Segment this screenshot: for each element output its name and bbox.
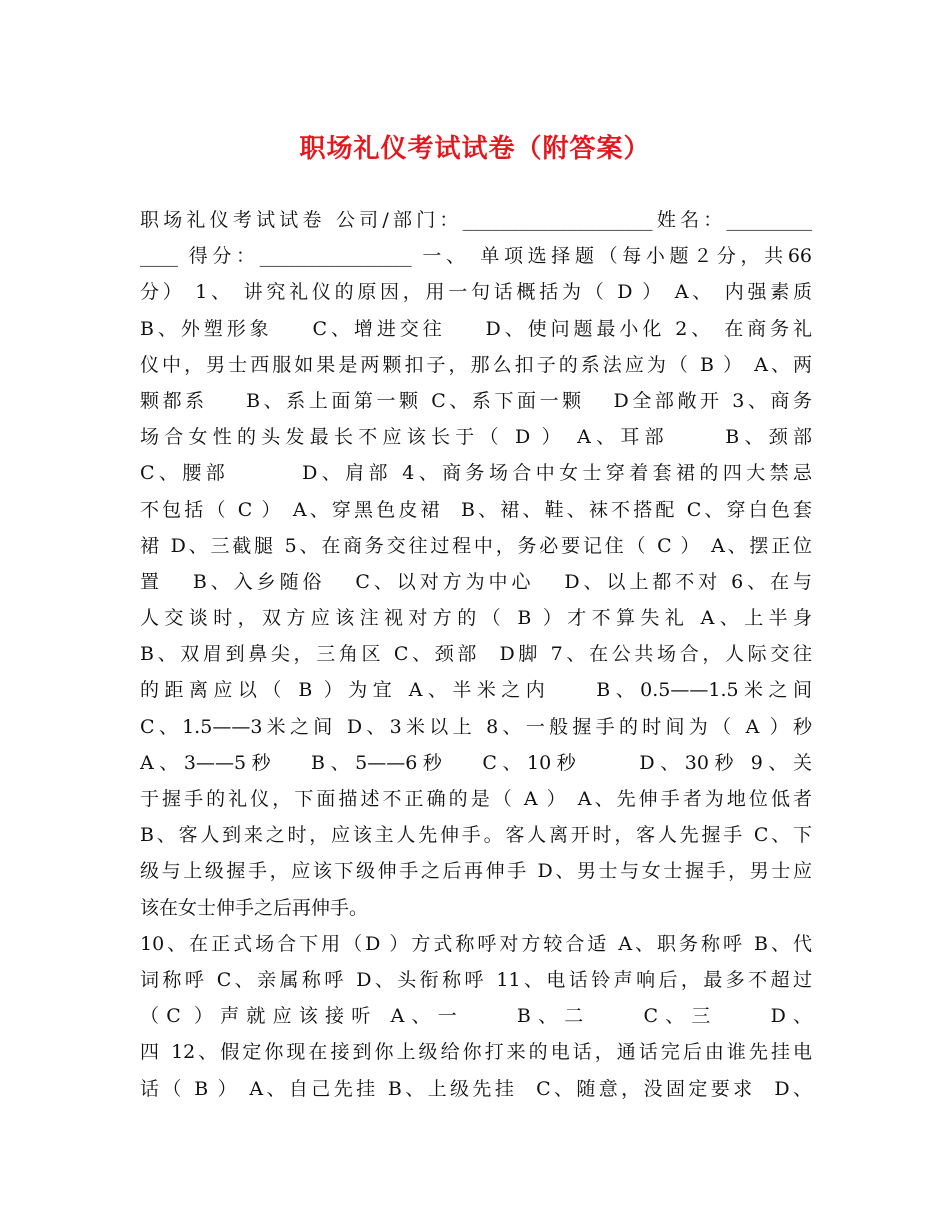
text-line: 级与上级握手，应该下级伸手之后再伸手 D、男士与女士握手，男士应 [140,860,812,883]
text-line: 场合女性的头发最长不应该长于（ D ） A、耳部 B、颈部 [140,426,812,449]
text-line: 的距离应以（ B ）为宜 A、半米之内 B、0.5——1.5米之间 [140,679,812,702]
text-line: B、外塑形象 C、增进交往 D、使问题最小化 2、 在商务礼 [140,317,812,340]
text-line: 不包括（ C ） A、穿黑色皮裙 B、裙、鞋、袜不搭配 C、穿白色套 [140,498,812,521]
text-line: 词称呼 C、亲属称呼 D、头衔称呼 11、电话铃声响后，最多不超过 [140,968,812,991]
text-line: 该在女士伸手之后再伸手。 [140,896,369,919]
text-line: B、客人到来之时，应该主人先伸手。客人离开时，客人先握手 C、下 [140,824,812,847]
text-line: （C ）声就应该接听 A、一 B、二 C、三 D、 [140,1005,812,1028]
text-line: 颗都系 B、系上面第一颗 C、系下面一颗 D全部敞开 3、商务 [140,389,812,412]
text-line: C、1.5——3米之间 D、3米以上 8、一般握手的时间为（ A ）秒 [140,715,812,738]
document-body [140,202,812,1107]
text-line: C、腰部 D、肩部 4、商务场合中女士穿着套裙的四大禁忌 [140,462,812,485]
text-line: A、3——5秒 B、5——6秒 C、10秒 D、30秒 9、关 [140,751,812,774]
text-line: 10、在正式场合下用（D ）方式称呼对方较合适 A、职务称呼 B、代 [140,932,812,955]
text-line: ____ 得分：________________ 一、 单项选择题（每小题２分，共66 [140,245,812,268]
text-line: 分） 1、 讲究礼仪的原因，用一句话概括为（ D ） A、 内强素质 [140,281,812,304]
text-line: 职场礼仪考试试卷 公司/部门：____________________姓名：_________ [140,209,812,231]
text-line: 仪中，男士西服如果是两颗扣子，那么扣子的系法应为（ B ） A、两 [140,353,812,376]
text-line: 于握手的礼仪，下面描述不正确的是（ A ） A、先伸手者为地位低者 [140,788,812,810]
text-line: 置 B、入乡随俗 C、以对方为中心 D、以上都不对 6、在与 [140,570,812,593]
text-line: B、双眉到鼻尖，三角区 C、颈部 D脚 7、在公共场合，人际交往 [140,643,812,666]
text-line: 人交谈时，双方应该注视对方的（ B ）才不算失礼 A、上半身 [140,607,812,630]
text-line: 裙 D、三截腿 5、在商务交往过程中，务必要记住（ C ） A、摆正位 [140,534,812,557]
text-line: 话（ B ） A、自己先挂 B、上级先挂 C、随意，没固定要求 D、 [140,1077,812,1100]
document-title: 职场礼仪考试试卷（附答案） [299,134,651,164]
text-line: 四 12、假定你现在接到你上级给你打来的电话，通话完后由谁先挂电 [140,1041,812,1064]
